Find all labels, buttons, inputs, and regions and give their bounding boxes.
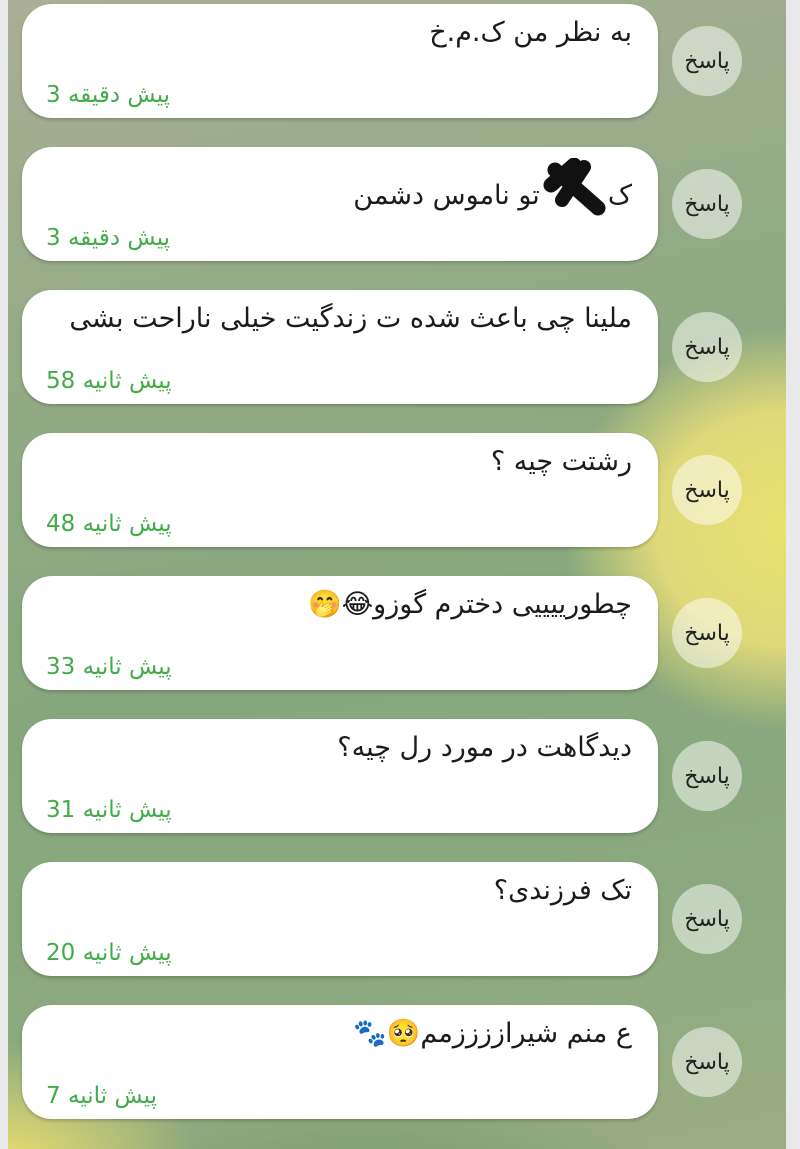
reply-button[interactable]: پاسخ: [672, 741, 742, 811]
message-text: رشتت چیه ؟: [490, 446, 632, 477]
message-bubble: [22, 719, 658, 833]
message-timestamp: 48 ثانیه‎ پیش: [46, 511, 172, 537]
reply-button[interactable]: پاسخ: [672, 1027, 742, 1097]
message-bubble: [22, 433, 658, 547]
right-gutter: [786, 0, 800, 1149]
message-row: [8, 862, 786, 976]
message-row: [8, 290, 786, 404]
message-timestamp: 58 ثانیه‎ پیش: [46, 368, 172, 394]
left-gutter: [0, 0, 8, 1149]
message-bubble: [22, 147, 658, 261]
message-text: دیدگاهت در مورد رل چیه؟: [337, 732, 632, 763]
message-timestamp: 7 ثانیه‎ پیش: [46, 1083, 158, 1109]
message-timestamp: 20 ثانیه‎ پیش: [46, 940, 172, 966]
message-bubble: [22, 4, 658, 118]
message-row: [8, 719, 786, 833]
message-text: [46, 158, 632, 216]
reply-button[interactable]: پاسخ: [672, 884, 742, 954]
message-timestamp: 3 دقیقه‎ پیش: [46, 82, 171, 108]
message-row: [8, 433, 786, 547]
reply-button[interactable]: پاسخ: [672, 455, 742, 525]
message-bubble: [22, 1005, 658, 1119]
message-bubble: [22, 576, 658, 690]
message-text: تک فرزندی؟: [493, 875, 632, 906]
message-timestamp: 31 ثانیه‎ پیش: [46, 797, 172, 823]
message-row: [8, 1005, 786, 1119]
reply-button[interactable]: پاسخ: [672, 312, 742, 382]
message-text-start: ک: [607, 180, 632, 211]
message-timestamp: 33 ثانیه‎ پیش: [46, 654, 172, 680]
redaction-scribble: [541, 158, 607, 216]
message-timestamp: 3 دقیقه‎ پیش: [46, 225, 171, 251]
reply-button[interactable]: پاسخ: [672, 598, 742, 668]
message-text: ع منم شیراززززمم🥺🐾: [353, 1018, 632, 1049]
message-text-end: تو ناموس دشمن: [353, 180, 540, 211]
reply-button[interactable]: پاسخ: [672, 169, 742, 239]
message-row: [8, 4, 786, 118]
message-text: چطورییییی دخترم گوزو😂🤭: [308, 589, 632, 620]
reply-button[interactable]: پاسخ: [672, 26, 742, 96]
message-text: به نظر من ک.م.خ: [429, 17, 632, 48]
chat-background: [8, 0, 786, 1149]
message-bubble: [22, 290, 658, 404]
message-row: [8, 576, 786, 690]
message-bubble: [22, 862, 658, 976]
message-text: ملینا چی باعث شده ت زندگیت خیلی ناراحت بشی: [69, 303, 632, 334]
message-row: [8, 147, 786, 261]
